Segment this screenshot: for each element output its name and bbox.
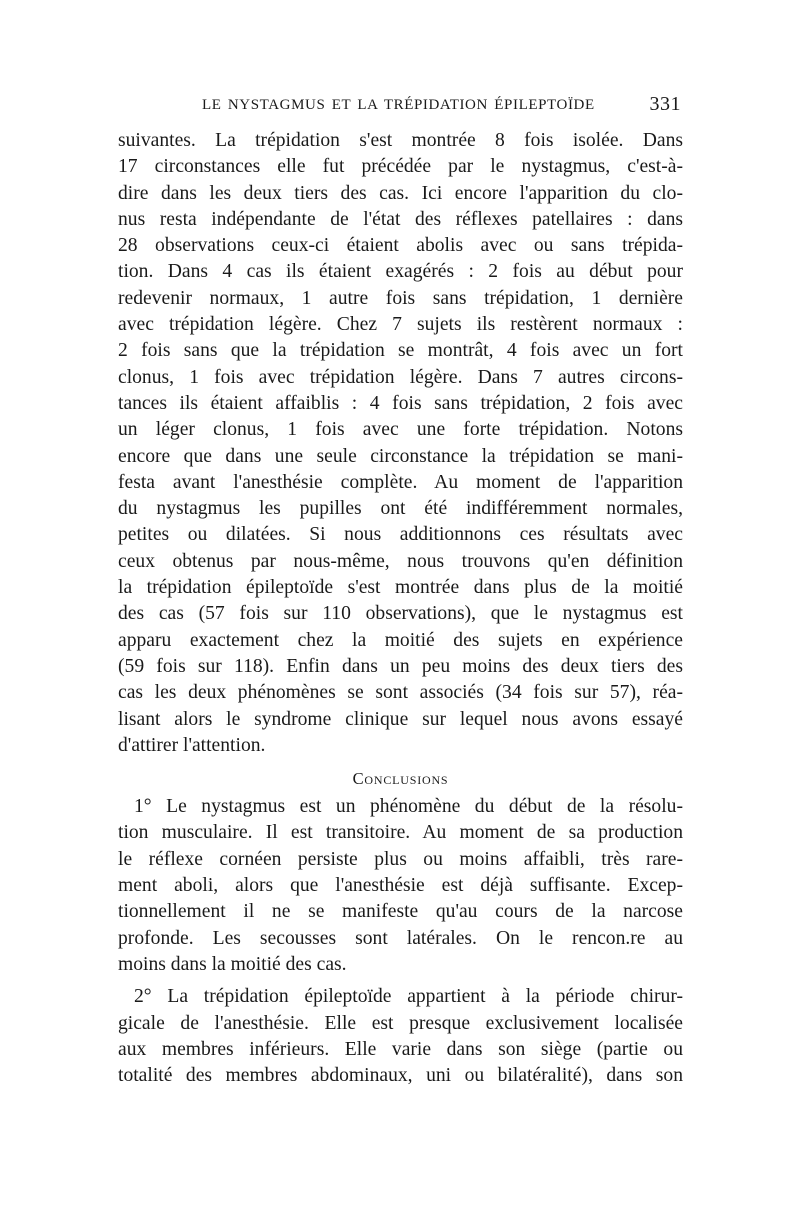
running-head bbox=[118, 93, 683, 123]
text-line: des cas (57 fois sur 110 observations), que le nystagmus est bbox=[118, 603, 683, 625]
text-line: tion. Dans 4 cas ils étaient exagérés : 2 fois au début pour bbox=[118, 261, 683, 283]
section-heading-conclusions: Conclusions bbox=[352, 769, 449, 789]
text-line: 2° La trépidation épileptoïde appartient à la période chirur- bbox=[134, 986, 683, 1008]
text-line: 2 fois sans que la trépidation se montrât, 4 fois avec un fort bbox=[118, 340, 683, 362]
text-line: tion musculaire. Il est transitoire. Au moment de sa production bbox=[118, 822, 683, 844]
text-line: redevenir normaux, 1 autre fois sans trépidation, 1 dernière bbox=[118, 287, 683, 309]
body-text bbox=[118, 128, 683, 1089]
text-line: 17 circonstances elle fut précédée par le nystagmus, c'est-à- bbox=[118, 156, 683, 178]
text-line: profonde. Les secousses sont latérales. On le rencon.re au bbox=[118, 927, 683, 949]
text-line: tionnellement il ne se manifeste qu'au cours de la narcose bbox=[118, 901, 683, 923]
text-line: 1° Le nystagmus est un phénomène du début de la résolu- bbox=[134, 796, 683, 818]
text-line: dire dans les deux tiers des cas. Ici encore l'apparition du clo- bbox=[118, 182, 683, 204]
text-line: aux membres inférieurs. Elle varie dans son siège (partie ou bbox=[118, 1038, 683, 1060]
text-line: apparu exactement chez la moitié des sujets en expérience bbox=[118, 629, 683, 651]
text-line: encore que dans une seule circonstance la trépidation se mani- bbox=[118, 445, 683, 467]
text-line: avec trépidation légère. Chez 7 sujets ils restèrent normaux : bbox=[118, 314, 683, 336]
text-line: (59 fois sur 118). Enfin dans un peu moins des deux tiers des bbox=[118, 655, 683, 677]
text-line: tances ils étaient affaiblis : 4 fois sans trépidation, 2 fois avec bbox=[118, 392, 683, 414]
text-line: lisant alors le syndrome clinique sur lequel nous avons essayé bbox=[118, 708, 683, 730]
text-line: festa avant l'anesthésie complète. Au moment de l'apparition bbox=[118, 471, 683, 493]
text-line: totalité des membres abdominaux, uni ou bilatéralité), dans son bbox=[118, 1065, 683, 1087]
text-line: moins dans la moitié des cas. bbox=[118, 953, 347, 975]
text-line: ment aboli, alors que l'anesthésie est déjà suffisante. Excep- bbox=[118, 875, 683, 897]
page-number: 331 bbox=[649, 93, 681, 115]
running-title: LE NYSTAGMUS ET LA TRÉPIDATION ÉPILEPTOÏDE bbox=[202, 97, 595, 113]
paragraph-results bbox=[118, 128, 683, 759]
text-line: le réflexe cornéen persiste plus ou moins affaibli, très rare- bbox=[118, 848, 683, 870]
text-line: du nystagmus les pupilles ont été indifféremment normales, bbox=[118, 498, 683, 520]
text-line: un léger clonus, 1 fois avec une forte trépidation. Notons bbox=[118, 419, 683, 441]
paragraph-conclusion-2 bbox=[118, 984, 683, 1089]
paragraph-conclusion-1 bbox=[118, 794, 683, 978]
text-line: ceux obtenus par nous-même, nous trouvons qu'en définition bbox=[118, 550, 683, 572]
text-line: clonus, 1 fois avec trépidation légère. Dans 7 autres circons- bbox=[118, 366, 683, 388]
text-line: d'attirer l'attention. bbox=[118, 734, 266, 756]
text-line: suivantes. La trépidation s'est montrée 8 fois isolée. Dans bbox=[118, 130, 683, 151]
text-line: la trépidation épileptoïde s'est montrée dans plus de la moitié bbox=[118, 577, 683, 599]
text-line: cas les deux phénomènes se sont associés (34 fois sur 57), réa- bbox=[118, 682, 683, 704]
text-line: gicale de l'anesthésie. Elle est presque exclusivement localisée bbox=[118, 1012, 683, 1034]
text-line: nus resta indépendante de l'état des réflexes patellaires : dans bbox=[118, 208, 683, 230]
text-line: petites ou dilatées. Si nous additionnons ces résultats avec bbox=[118, 524, 683, 546]
text-line: 28 observations ceux-ci étaient abolis avec ou sans trépida- bbox=[118, 235, 683, 257]
